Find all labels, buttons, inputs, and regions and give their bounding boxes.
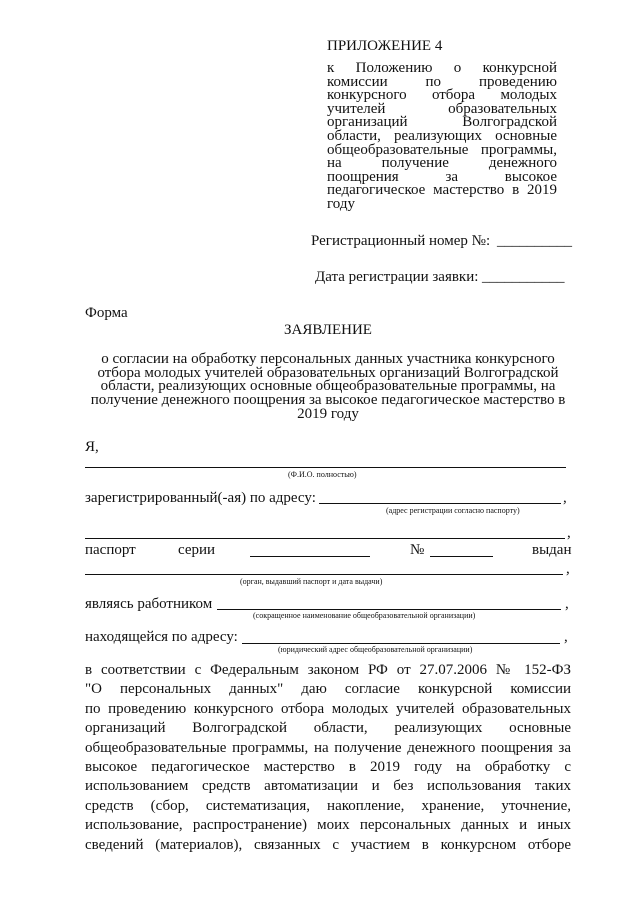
appendix-line: году	[327, 195, 355, 212]
paragraph-line: организаций Волгоградской области, реализующих основные	[85, 720, 571, 737]
appendix-line: на получение денежного	[327, 155, 557, 172]
statement-subtitle	[85, 353, 571, 422]
fio-line[interactable]	[85, 467, 566, 468]
form-label: Форма	[85, 305, 128, 321]
i-label: Я,	[85, 439, 99, 455]
paragraph-line: в соответствии с Федеральным законом РФ от 27.07.2006 № 152-ФЗ	[85, 662, 571, 678]
passport-number-field[interactable]	[430, 556, 493, 557]
consent-paragraph	[85, 661, 571, 855]
org-hint: (сокращенное наименование общеобразовательной организации)	[253, 611, 476, 620]
appendix-line: области, реализующих основные	[327, 127, 557, 144]
registration-number-field[interactable]: __________	[497, 233, 572, 249]
comma: ,	[564, 629, 568, 645]
registered-label: зарегистрированный(-ая) по адресу:	[85, 490, 316, 506]
subtitle-line: 2019 году	[297, 405, 359, 422]
appendix-line: конкурсного отбора молодых	[327, 87, 557, 104]
org-line[interactable]	[217, 609, 561, 610]
registration-date-field[interactable]: ___________	[482, 269, 565, 285]
subtitle-line: области, реализующих основные общеобразовательные программы, на	[100, 378, 556, 395]
number-sign: №	[410, 542, 425, 558]
subtitle-line: получение денежного поощрения за высокое педагогическое мастерство в	[90, 392, 566, 409]
registration-number-label: Регистрационный номер №:	[311, 233, 491, 249]
series-field[interactable]	[250, 556, 370, 557]
address-line-2[interactable]	[85, 538, 565, 539]
passport-label: паспорт	[85, 542, 136, 558]
appendix-line: педагогическое мастерство в 2019	[327, 182, 557, 199]
paragraph-line: использованием средств автоматизации и без использования таких	[85, 778, 571, 795]
address-line[interactable]	[319, 503, 561, 504]
issued-label: выдан	[532, 542, 572, 558]
statement-title: ЗАЯВЛЕНИЕ	[284, 322, 372, 338]
address-hint: (адрес регистрации согласно паспорту)	[386, 506, 520, 515]
employee-label: являясь работником	[85, 596, 213, 612]
paragraph-line: "О персональных данных" даю согласие конкурсной комиссии	[85, 681, 571, 698]
appendix-line: учителей образовательных	[327, 100, 557, 117]
paragraph-line: средств (сбор, систематизация, накопление, хранение, уточнение,	[85, 797, 571, 814]
appendix-line: к Положению о конкурсной	[327, 60, 557, 76]
appendix-reference	[327, 62, 557, 212]
series-label: серии	[178, 542, 216, 558]
legal-address-line[interactable]	[242, 643, 560, 644]
legal-address-hint: (юридический адрес общеобразовательной организации)	[278, 645, 473, 654]
located-label: находящейся по адресу:	[85, 629, 238, 645]
paragraph-line: общеобразовательные программы, на получение денежного поощрения за	[85, 739, 571, 756]
paragraph-line: по проведению конкурсного отбора молодых учителей образовательных	[85, 700, 571, 717]
registration-date-label: Дата регистрации заявки:	[315, 269, 479, 285]
appendix-line: общеобразовательные программы,	[327, 141, 557, 158]
appendix-line: комиссии по проведению	[327, 73, 557, 90]
issuer-hint: (орган, выдавший паспорт и дата выдачи)	[240, 577, 383, 586]
subtitle-line: о согласии на обработку персональных данных участника конкурсного	[101, 351, 555, 367]
appendix-title: ПРИЛОЖЕНИЕ 4	[327, 38, 443, 54]
appendix-line: поощрения за высокое	[327, 168, 557, 185]
paragraph-line: высокое педагогическое мастерство в 2019 году на обработку с	[85, 759, 571, 776]
subtitle-line: отбора молодых учителей образовательных организаций Волгоградской	[97, 364, 559, 381]
comma: ,	[566, 561, 570, 577]
issuer-line[interactable]	[85, 574, 563, 575]
paragraph-line: сведений (материалов), связанных с участием в конкурсном отборе	[85, 836, 571, 853]
paragraph-line: использование, распространение) моих персональных данных и иных	[85, 817, 571, 834]
comma: ,	[567, 525, 571, 541]
comma: ,	[565, 596, 569, 612]
comma: ,	[563, 490, 567, 506]
appendix-line: организаций Волгоградской	[327, 114, 557, 131]
fio-hint: (Ф.И.О. полностью)	[288, 470, 357, 479]
